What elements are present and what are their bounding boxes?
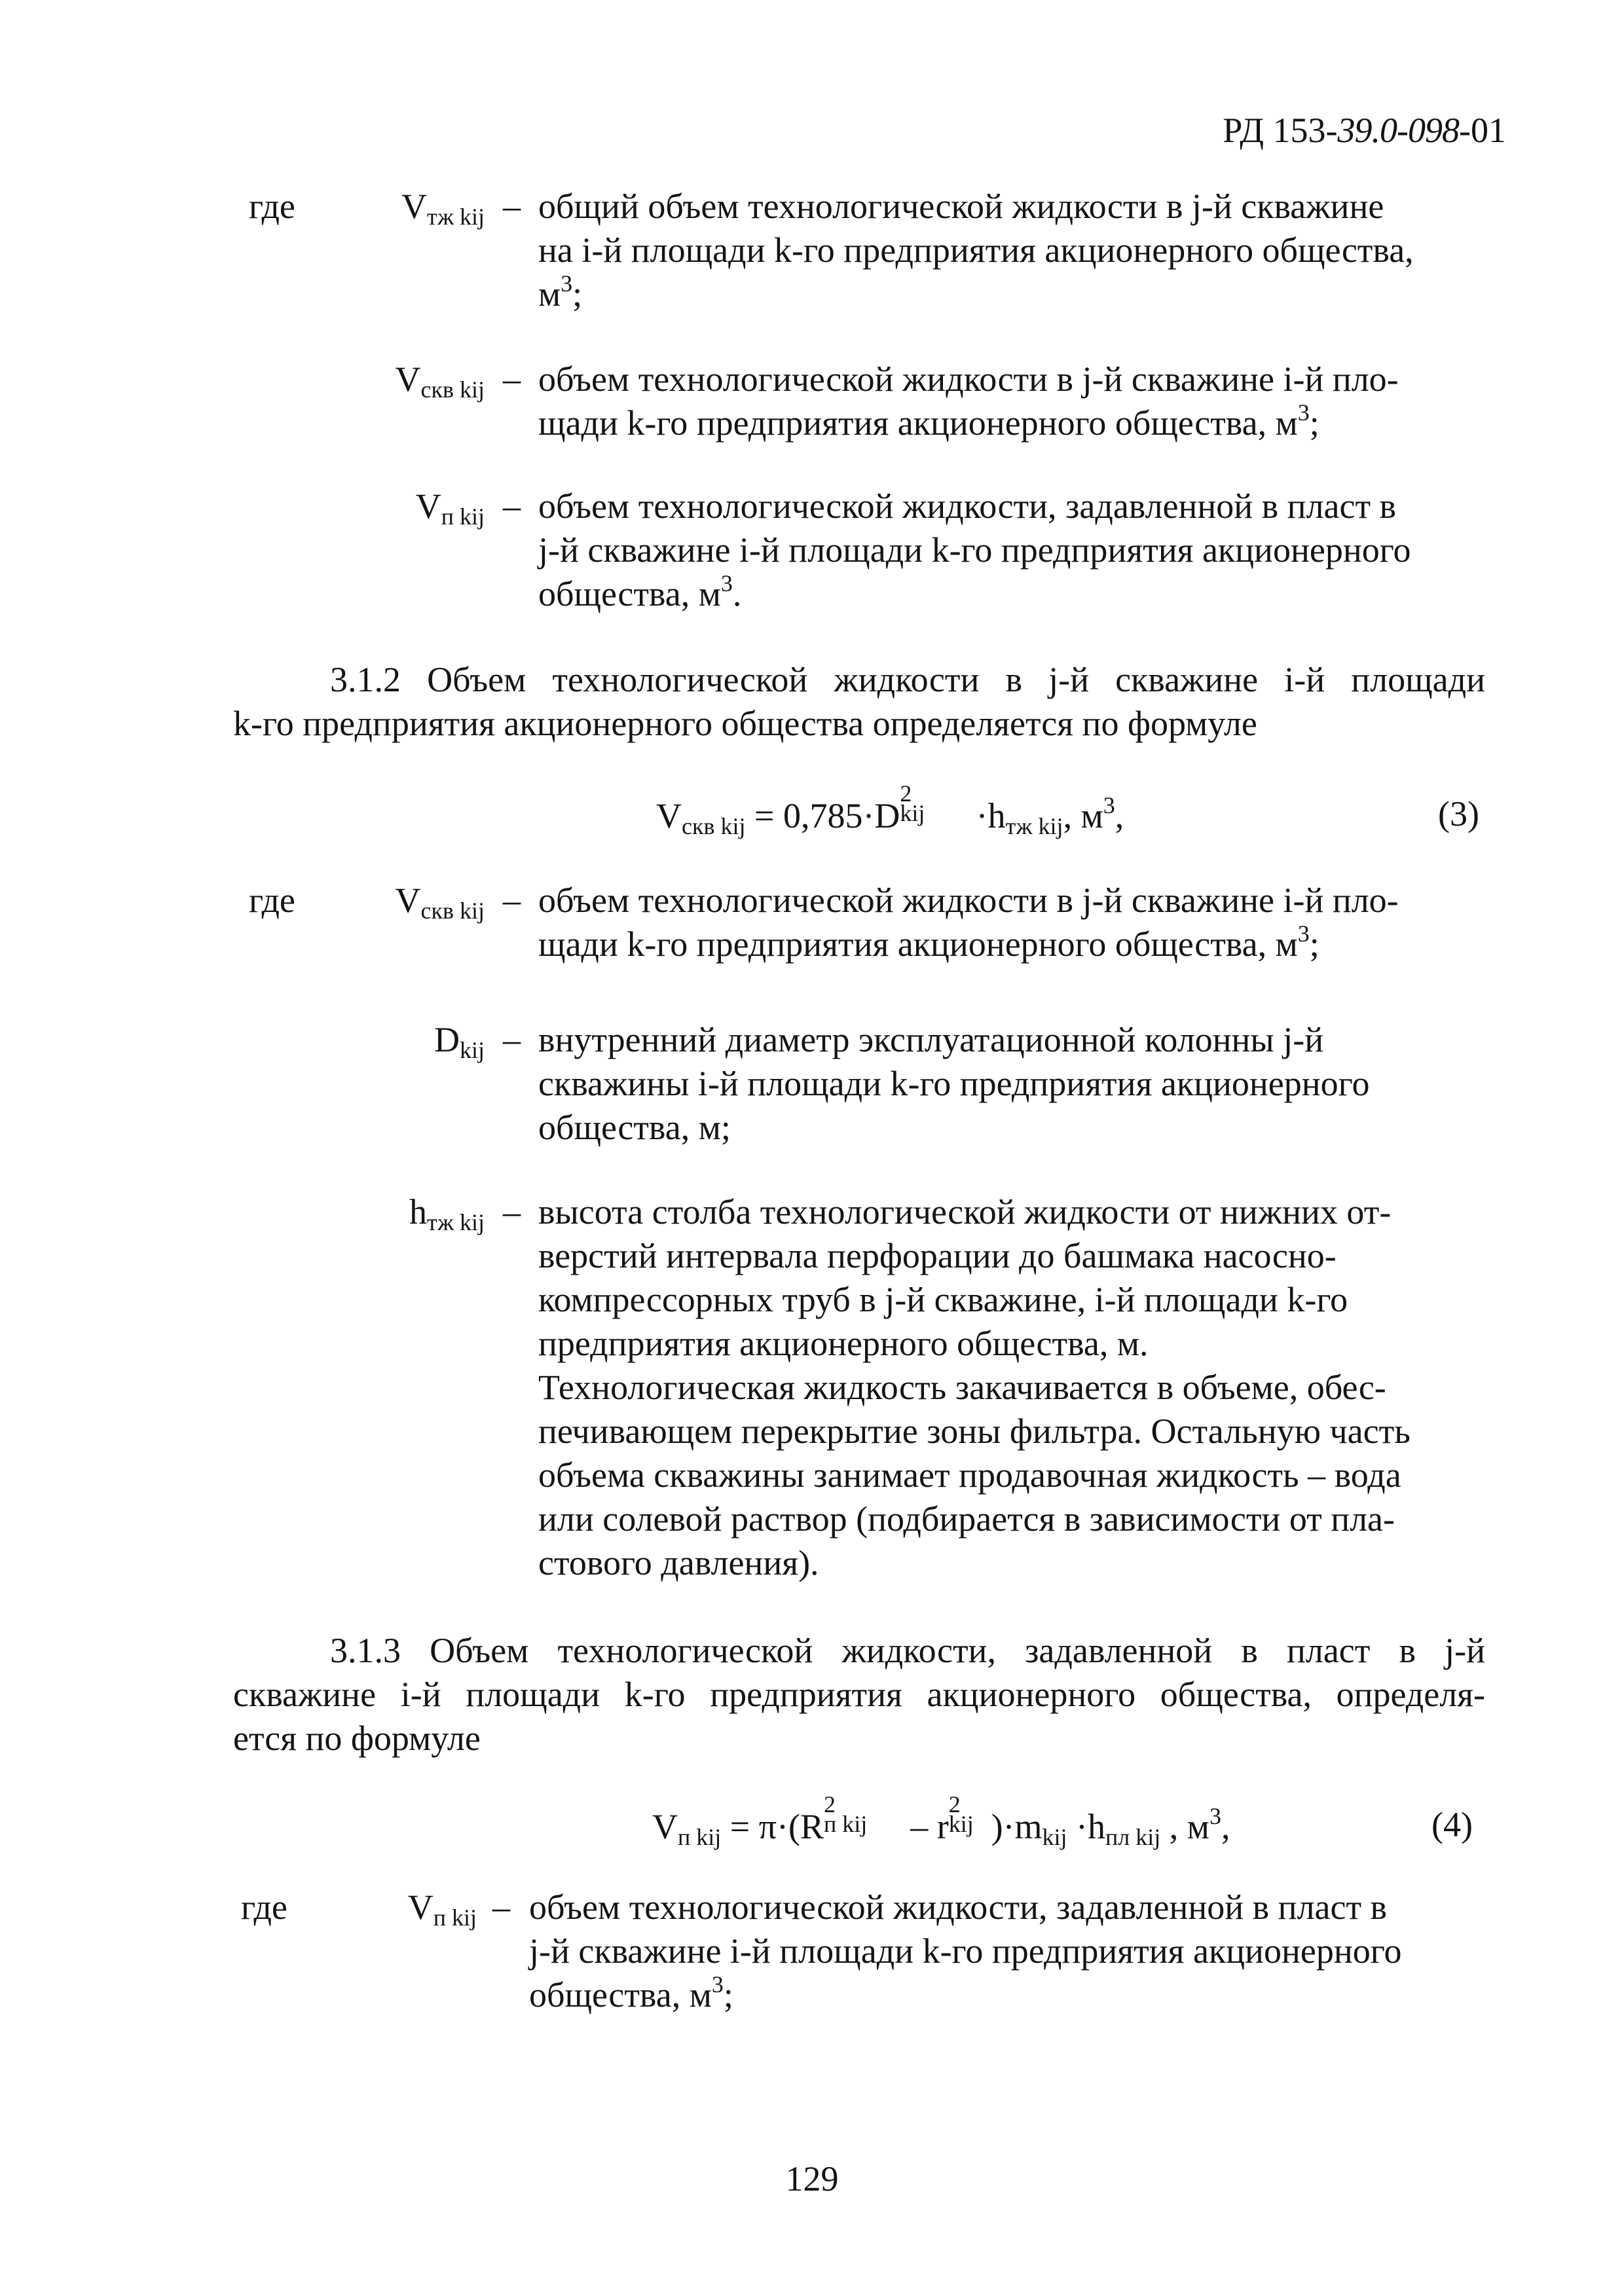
definition-text: объем технологической жидкости, задавленной в пласт в j-й скважине i-й площади k-го предприятия акционерного общества, $м^3$; — [529, 1887, 1402, 2014]
definition-text: объем технологической жидкости, задавленной в пласт в j-й скважине i-й площади k-го предприятия акционерного общества, $м^3$. — [538, 486, 1411, 613]
formula-4: $V_{п kij} = \pi\cdot(R$ 2 п kij – r 2 kij )$\cdot m_{kij} \cdot h_{пл kij}$ , $м^3$, — [652, 1791, 1230, 1850]
document-code-handwritten: 39.0-098 — [1337, 111, 1460, 150]
document-code-suffix: -01 — [1459, 111, 1506, 150]
definition-dash: – — [503, 881, 521, 920]
definition-symbol: $D_{kij}$ — [434, 1020, 485, 1063]
definition-symbol: $V_{п kij}$ — [415, 486, 485, 530]
paragraph-3-1-3: 3.1.3 Объем технологической жидкости, задавленной в пласт в j-й скважине i-й площади k-го предприятия акционерного общества, определя- ется по формуле — [233, 1631, 1485, 1758]
definition-dash: – — [503, 486, 521, 526]
document-code-prefix: РД 153- — [1223, 111, 1338, 150]
where-label: где — [249, 881, 295, 920]
definition-symbol: $V_{скв kij}$ — [395, 881, 485, 924]
equation-number: (3) — [1438, 794, 1479, 833]
definition-symbol: $h_{тж kij}$ — [409, 1192, 485, 1235]
formula-3: $V_{скв kij} = 0,785\cdot D$ 2 kij $\cdot h_{тж kij}$, $м^3$, — [656, 780, 1124, 839]
definition-text: высота столба технологической жидкости от нижних от- верстий интервала перфорации до башмака насосно- компрессорных труб в j-й скважине, i-й площади k-го предприятия акционерного общества, м. Технологическая жидкость закачивается в объеме, обес- печивающем перекрытие зоны фильтра. Остальную часть объема скважины занимает продавочная жидкость – вода или солевой раствор (подбирается в зависимости от пла- стового давления). — [538, 1192, 1411, 1582]
definition-text: внутренний диаметр эксплуатационной колонны j-й скважины i-й площади k-го предприятия акционерного общества, м; — [538, 1020, 1370, 1147]
definition-text: объем технологической жидкости в j-й скважине i-й пло- щади k-го предприятия акционерного общества, $м^3$; — [538, 881, 1399, 964]
definition-symbol: $V_{тж kij}$ — [401, 187, 485, 230]
definition-text: объем технологической жидкости в j-й скважине i-й пло- щади k-го предприятия акционерного общества, $м^3$; — [538, 359, 1399, 443]
definition-symbol: $V_{скв kij}$ — [395, 359, 485, 403]
document-code — [1223, 109, 1506, 153]
definition-dash: – — [503, 1020, 521, 1059]
paragraph-3-1-2: 3.1.2 Объем технологической жидкости в j-й скважине i-й площади k-го предприятия акционерного общества определяется по формуле — [233, 660, 1485, 743]
page-number: 129 — [785, 2159, 839, 2198]
definition-dash: – — [503, 187, 521, 226]
definition-dash: – — [492, 1887, 510, 1927]
where-label: где — [241, 1887, 287, 1927]
definition-text: общий объем технологической жидкости в j-й скважине на i-й площади k-го предприятия акционерного общества, $м^3$; — [538, 187, 1414, 314]
definition-dash: – — [503, 1192, 521, 1231]
definition-symbol: $V_{п kij}$ — [407, 1887, 477, 1931]
equation-number: (4) — [1431, 1805, 1473, 1844]
where-label: где — [249, 187, 295, 226]
definition-dash: – — [503, 359, 521, 399]
